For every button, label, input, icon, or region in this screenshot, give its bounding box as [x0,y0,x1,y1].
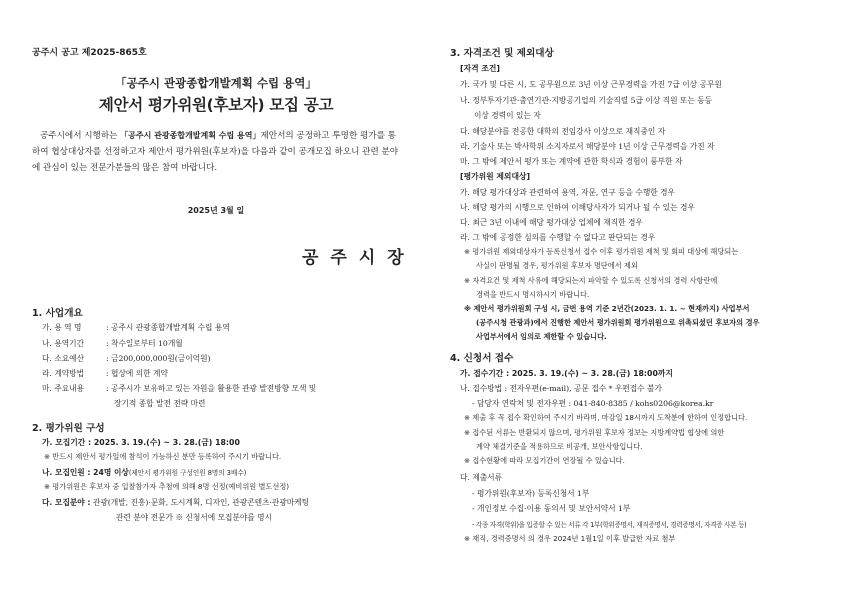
row-label: 가. 용 역 명 [42,323,82,332]
exclusion-heading: [평가위원 제외대상] [460,172,531,181]
intro-paragraph [32,128,400,176]
recruit-count-note: ※ 평가위원은 후보자 중 입찰참가자 추첨에 의해 8명 선정(예비위원 별도선정) [44,482,290,491]
exclusion-note: 경력을 반드시 명시하시기 바랍니다. [476,290,590,299]
submission-period: 가. 접수기간 : 2025. 3. 19.(수) ~ 3. 28.(금) 18:00까지 [460,369,673,378]
intro-text-2: 제안서의 공정하고 투명한 평가를 통하여 협상대상자를 선정하고자 제안서 평가위원(후보자)을 다음과 같이 공개모집 하오니 관련 분야에 관심이 있는 전문가분들의 많은 참여 바랍니다. [32,131,399,173]
submission-note: ※ 제출 후 꼭 접수 확인하여 주시기 바라며, 마감일 18시까지 도착분에 한하여 인정합니다. [464,413,748,422]
title-line-1: 「공주시 관광종합개발계획 수립 용역」 [115,76,317,90]
section1-row [42,353,211,364]
recruit-count [42,467,246,478]
section1-row [42,368,168,379]
restriction-note: (공주시청 관광과)에서 진행한 제안서 평가위원회 평가위원으로 위촉되셨던 후보자의 경우 [476,318,760,327]
recruit-field-cont: 관련 분야 전문가 ※ 신청서에 모집분야를 명시 [116,513,273,522]
qualification-item: 나. 정부투자기관·출연기관·지방공기업의 기술직렬 5급 이상 직원 또는 동등 [460,96,713,105]
restriction-note: ※ 제안서 평가위원회 구성 시, 금번 용역 기준 2년간(2023. 1. 1. ~ 현재까지) 사업부서 [464,304,750,313]
intro-project-name: 「공주시 관광종합개발계획 수립 용역」 [120,131,261,140]
qualification-heading: [자격 조건] [460,64,500,73]
contact-info: - 담당자 연락처 및 전자우편 : 041-840-8385 / kohs0206@korea.kr [472,399,714,408]
qualification-item: 마. 그 밖에 제안서 평가 또는 계약에 관한 학식과 경험이 풍부한 자 [460,157,683,166]
section2-title: 2. 평가위원 구성 [32,423,105,434]
recruit-period-note: ※ 반드시 제안서 평가일에 참석이 가능하신 분만 등록하여 주시기 바랍니다. [44,452,282,461]
submission-note: 계약 체결기준을 적용하므로 비공개, 보안사항입니다. [476,442,643,451]
submission-note: ※ 접수된 서류는 반환되지 않으며, 평가위원 후보자 정보는 지방계약법 협상에 의한 [464,428,725,437]
section1-title: 1. 사업개요 [32,308,83,319]
qualification-item: 라. 기술사 또는 박사학위 소지자로서 해당분야 1년 이상 근무경력을 가진 자 [460,142,715,151]
recruit-count-value: 나. 모집인원 : 24명 이상 [42,468,129,477]
page-title: 제안서 평가위원(후보자) 모집 공고 [98,96,334,114]
issuer-name: 공주시장 [302,248,416,268]
docs-note: ※ 재직, 경력증명서 의 경우 2024년 1월1일 이후 발급한 자료 첨부 [464,534,676,543]
notice-date: 2025년 3월 일 [187,206,245,215]
row-value: : 공주시 관광종합개발계획 수립 용역 [106,323,230,332]
exclusion-note: ※ 평가위원 제외대상자가 등록신청서 접수 이후 평가위원 제척 및 회피 대상에 해당되는 [464,247,739,256]
notice-number: 공주시 공고 제2025-865호 [32,48,147,58]
exclusion-note: ※ 자격요건 및 제척 사유에 해당되는지 파악할 수 있도록 신청서의 경력 사항란에 [464,276,718,285]
recruit-field-label: 다. 모집분야 : [42,498,91,507]
required-doc: - 개인정보 수집·이용 동의서 및 보안서약서 1부 [472,504,631,513]
section4-title: 4. 신청서 접수 [450,353,514,364]
intro-text-1: 공주시에서 시행하는 [40,131,121,141]
row-value: : 공주시가 보유하고 있는 자원을 활용한 관광 발전방향 모색 및 [106,384,317,393]
row-label: 나. 용역기간 [42,339,85,348]
exclusion-note: 사실이 판명될 경우, 평가위원 후보자 명단에서 제외 [476,261,638,270]
exclusion-item: 다. 최근 3년 이내에 해당 평가대상 업체에 재직한 경우 [460,218,643,227]
recruit-period: 가. 모집기간 : 2025. 3. 19.(수) ~ 3. 28.(금) 18:00 [42,438,240,447]
section1-row [42,383,316,394]
section1-row: 장기적 종합 발전 전략 마련 [114,399,206,408]
required-doc: - 평가위원(후보자) 등록신청서 1부 [472,489,590,498]
qualification-item: 가. 국가 및 다른 시, 도 공무원으로 3년 이상 근무경력을 가진 7급 이상 공무원 [460,80,722,89]
submission-method: 나. 접수방법 : 전자우편(e-mail), 공문 접수 * 우편접수 불가 [460,384,662,393]
recruit-field [42,497,309,508]
exclusion-item: 가. 해당 평가대상과 관련하여 용역, 자문, 연구 등을 수행한 경우 [460,188,675,197]
qualification-item: 다. 해당분야를 전공한 대학의 전임강사 이상으로 재직중인 자 [460,127,666,136]
exclusion-item: 나. 해당 평가의 시행으로 인하여 이해당사자가 되거나 될 수 있는 경우 [460,203,695,212]
required-doc: - 각종 자격(학위)을 입증할 수 있는 서류 각 1부(학위증명서, 재직증명서, 경력증명서, 자격증 사본 등) [472,521,747,529]
qualification-item: 이상 경력이 있는 자 [474,111,541,120]
recruit-count-detail: (제안서 평가위원 구성인원 8명의 3배수) [128,469,247,477]
section1-row [42,322,230,333]
row-label: 다. 소요예산 [42,354,85,363]
row-label: 마. 주요내용 [42,384,85,393]
exclusion-item: 라. 그 밖에 공정한 심의를 수행할 수 없다고 판단되는 경우 [460,233,656,242]
required-docs-heading: 다. 제출서류 [460,473,503,482]
section3-title: 3. 자격조건 및 제외대상 [450,48,554,59]
submission-note: ※ 접수현황에 따라 모집기간이 연장될 수 있습니다. [464,456,625,465]
restriction-note: 사업부서에서 임의로 제한할 수 있습니다. [476,332,607,341]
recruit-field-value: 관광(개발, 진흥)·문화, 도시계획, 디자인, 관광콘텐츠·관광마케팅 [92,498,310,507]
row-label: 라. 계약방법 [42,369,85,378]
row-value: : 착수일로부터 10개월 [106,339,183,348]
row-value: : 협상에 의한 계약 [106,369,168,378]
row-value: : 금200,000,000원(금이억원) [106,354,211,363]
section1-row [42,338,183,349]
